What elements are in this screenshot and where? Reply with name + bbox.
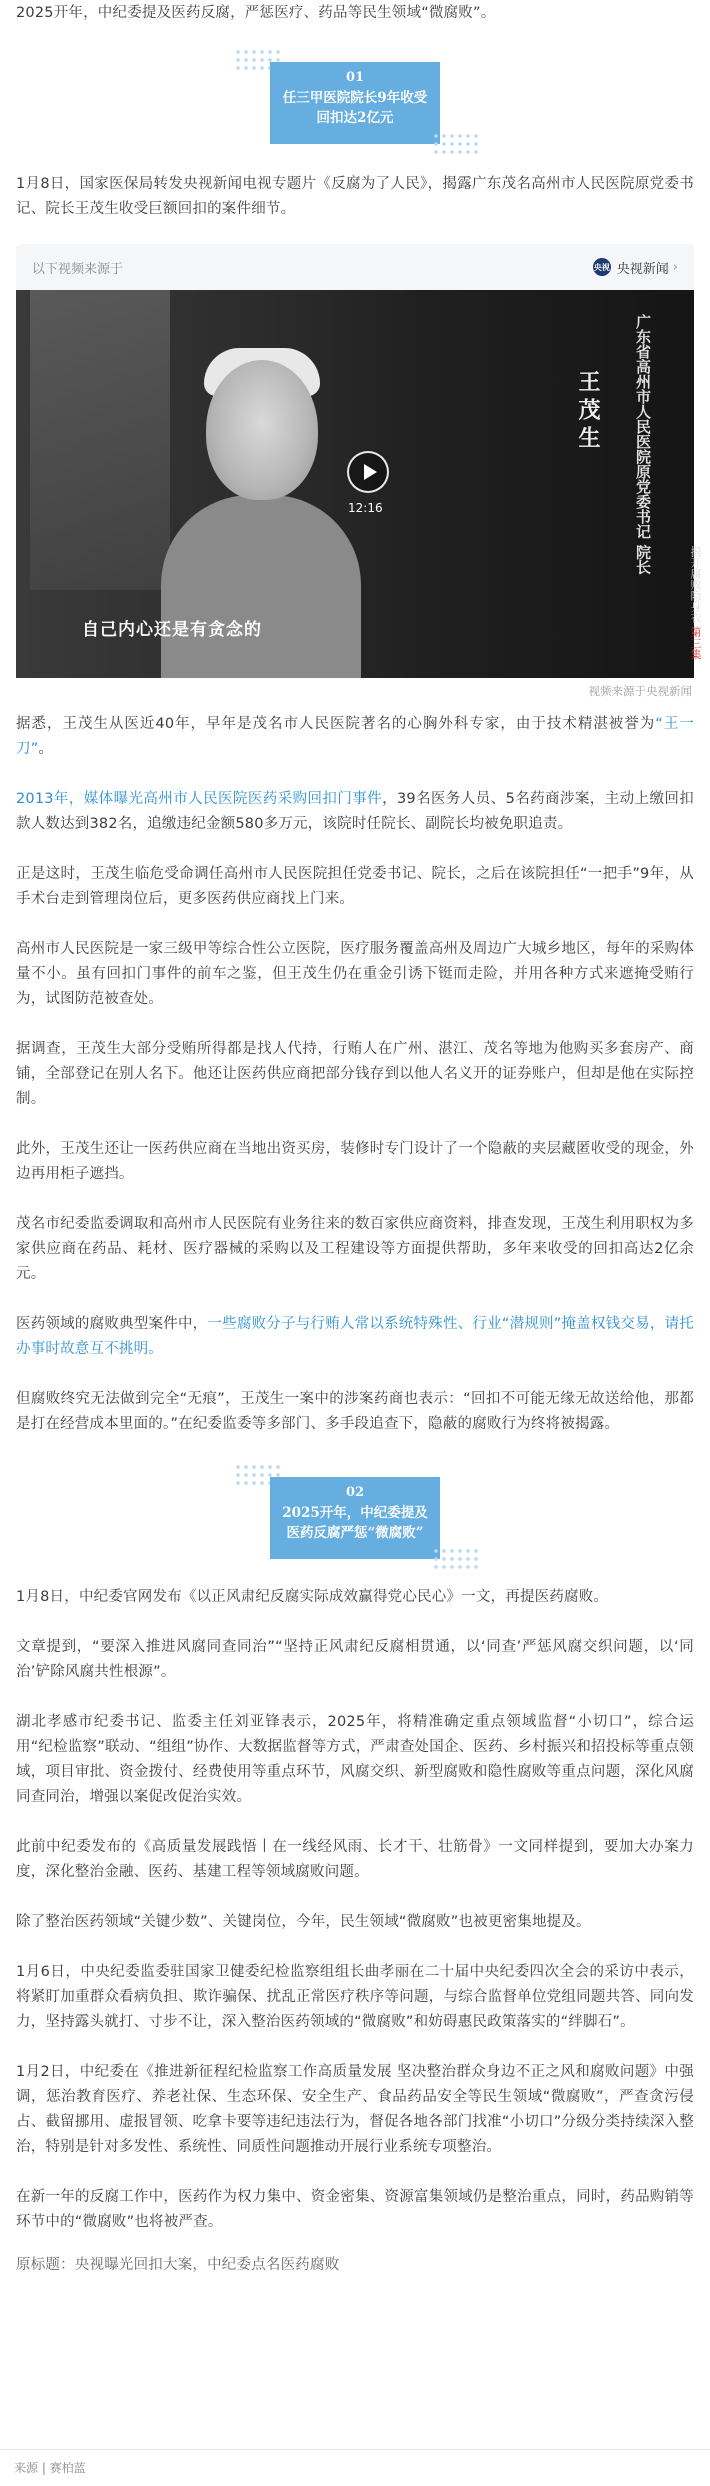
paragraph: 1月6日，中央纪委监委驻国家卫健委纪检监察组组长曲孝丽在二十届中央纪委四次全会的采访中表示，将紧盯加重群众看病负担、欺诈骗保、扰乱正常医疗秩序等问题，与综合监督单位党组同题共答、同向发力，坚持露头就打、寸步不让，深入整治医药领域的“微腐败”和妨碍惠民政策落实的“绊脚石”。	[16, 1964, 694, 2030]
section-number: 01	[345, 70, 365, 85]
paragraph: 此前中纪委发布的《高质量发展践悟丨在一线经风雨、长才干、壮筋骨》一文同样提到，要加大办案力度，深化整治金融、医药、基建工程等领域腐败问题。	[16, 1839, 694, 1880]
footer	[0, 2449, 710, 2485]
video-source-link[interactable]	[593, 258, 678, 277]
video-series-title: 揭开腐败隐身衣	[689, 546, 702, 623]
play-button[interactable]	[347, 451, 389, 493]
highlight-paragraph: 除了整治医药领域“关键少数”、关键岗位，今年，民生领域“微腐败”也被更密集地提及。	[16, 1914, 591, 1930]
paragraph: 茂名市纪委监委调取和高州市人民医院有业务往来的数百家供应商资料，排查发现，王茂生利用职权为多家供应商在药品、耗材、医疗器械的采购以及工程建设等方面提供帮助，多年来收受的回扣高达2亿余元。	[16, 1216, 694, 1282]
paragraph: 1月2日，中纪委在《推进新征程纪检监察工作高质量发展 坚决整治群众身边不正之风和腐败问题》中强调，惩治教育医疗、养老社保、生态环保、安全生产、食品药品安全等民生领域“微腐败”，严查贪污侵占、截留挪用、虚报冒领、吃拿卡要等违纪违法行为，督促各地各部门找准“小切口”分级分类持续深入整治，特别是针对多发性、系统性、同质性问题推动开展行业系统专项整治。	[16, 2064, 694, 2155]
chevron-right-icon: ›	[672, 259, 678, 275]
intro-line: 2025开年，中纪委提及医药反腐，严惩医疗、药品等民生领域“微腐败”。	[16, 5, 496, 21]
paragraph: 正是这时，王茂生临危受命调任高州市人民医院担任党委书记、院长，之后在该院担任“一把手”9年，从手术台走到管理岗位后，更多医药供应商找上门来。	[16, 866, 694, 907]
footer-source: 来源 | 赛柏蓝	[14, 2461, 86, 2475]
video-source-bar[interactable]	[16, 244, 694, 290]
original-title: 原标题：央视曝光回扣大案，中纪委点名医药腐败	[16, 2257, 340, 2273]
text: 医药领域的腐败典型案件中，	[16, 1316, 208, 1332]
paragraph: 文章提到，“要深入推进风腐同查同治”“坚持正风肃纪反腐相贯通，以‘同查’严惩风腐交织问题，以‘同治’铲除风腐共性根源”。	[16, 1639, 694, 1680]
video-card[interactable]	[16, 244, 702, 678]
video-person	[161, 495, 361, 678]
text: 。	[38, 741, 54, 757]
paragraph: 1月8日，中纪委官网发布《以正风肃纪反腐实际成效赢得党心民心》一文，再提医药腐败。	[16, 1589, 609, 1605]
section-header-2	[0, 1463, 710, 1581]
paragraph: 1月8日，国家医保局转发央视新闻电视专题片《反腐为了人民》，揭露广东茂名高州市人民医院原党委书记、院长王茂生收受巨额回扣的案件细节。	[16, 176, 694, 217]
section-title: 任三甲医院院长9年收受回扣达2亿元	[282, 90, 428, 126]
decor-dots	[432, 1547, 480, 1573]
video-series-overlay	[662, 546, 702, 660]
cctv-news-logo-icon: 央视	[593, 258, 611, 276]
highlight-text: “王一刀”	[16, 716, 694, 757]
decor-dots	[432, 132, 480, 158]
paragraph: 此外，王茂生还让一医药供应商在当地出资买房，装修时专门设计了一个隐蔽的夹层藏匿收受的现金，外边再用柜子遮挡。	[16, 1141, 694, 1182]
text: 据悉，王茂生从医近40年，早年是茂名市人民医院著名的心胸外科专家，由于技术精湛被誉为	[16, 716, 656, 732]
section-number: 02	[345, 1485, 365, 1500]
paragraph: 但腐败终究无法做到完全“无痕”，王茂生一案中的涉案药商也表示：“回扣不可能无缘无故送给他，那都是打在经营成本里面的。”在纪委监委等多部门、多手段追查下，隐蔽的腐败行为终将被揭露。	[16, 1391, 694, 1432]
section-title-box	[270, 1477, 440, 1559]
paragraph	[16, 1312, 694, 1362]
video-caption: 视频来源于央视新闻	[588, 684, 692, 698]
video-player[interactable]	[16, 290, 702, 678]
video-duration: 12:16	[348, 501, 383, 515]
paragraph	[16, 787, 694, 837]
video-role-overlay: 广东省高州市人民医院原党委书记 院长	[634, 314, 652, 575]
section-header-1	[0, 48, 710, 166]
video-background-window	[30, 290, 170, 590]
highlight-text: 2013年，媒体曝光高州市人民医院医药采购回扣门事件	[16, 791, 383, 807]
video-person-face	[206, 360, 318, 500]
section-title-box	[270, 62, 440, 144]
paragraph: 据调查，王茂生大部分受贿所得都是找人代持，行贿人在广州、湛江、茂名等地为他购买多套房产、商铺，全部登记在别人名下。他还让医药供应商把部分钱存到以他人名义开的证券账户，但却是他在实际控制。	[16, 1041, 694, 1107]
text: ，39名医务人员、5名药商涉案，主动上缴回扣款人数达到382名，追缴违纪金额580多万元，该院时任院长、副院长均被免职追责。	[16, 791, 694, 832]
video-name-overlay: 王茂生	[575, 370, 601, 454]
video-series-episode: 第三集	[689, 626, 702, 660]
paragraph: 在新一年的反腐工作中，医药作为权力集中、资金密集、资源富集领域仍是整治重点，同时，药品购销等环节中的“微腐败”也将被严查。	[16, 2189, 694, 2230]
paragraph: 高州市人民医院是一家三级甲等综合性公立医院，医疗服务覆盖高州及周边广大城乡地区，每年的采购体量不小。虽有回扣门事件的前车之鉴，但王茂生仍在重金引诱下铤而走险，并用各种方式来遮掩受贿行为，试图防范被查处。	[16, 941, 694, 1007]
section-title: 2025开年，中纪委提及医药反腐严惩“微腐败”	[282, 1505, 428, 1541]
video-source-name: 央视新闻	[616, 261, 669, 277]
paragraph: 湖北孝感市纪委书记、监委主任刘亚锋表示，2025年，将精准确定重点领域监督“小切口”，综合运用“纪检监察”联动、“组组”协作、大数据监督等方式，严肃查处国企、医药、乡村振兴和招投标等重点领域，项目审批、资金拨付、经费使用等重点环节，风腐交织、新型腐败和隐性腐败等重点问题，深化风腐同查同治，增强以案促改促治实效。	[16, 1714, 694, 1805]
play-icon	[364, 464, 377, 480]
paragraph	[16, 712, 694, 762]
video-subtitle: 自己内心还是有贪念的	[82, 620, 262, 640]
video-source-label: 以下视频来源于	[32, 261, 124, 277]
highlight-text: 一些腐败分子与行贿人常以系统特殊性、行业“潜规则”掩盖权钱交易，请托办事时故意互不挑明。	[16, 1316, 694, 1357]
